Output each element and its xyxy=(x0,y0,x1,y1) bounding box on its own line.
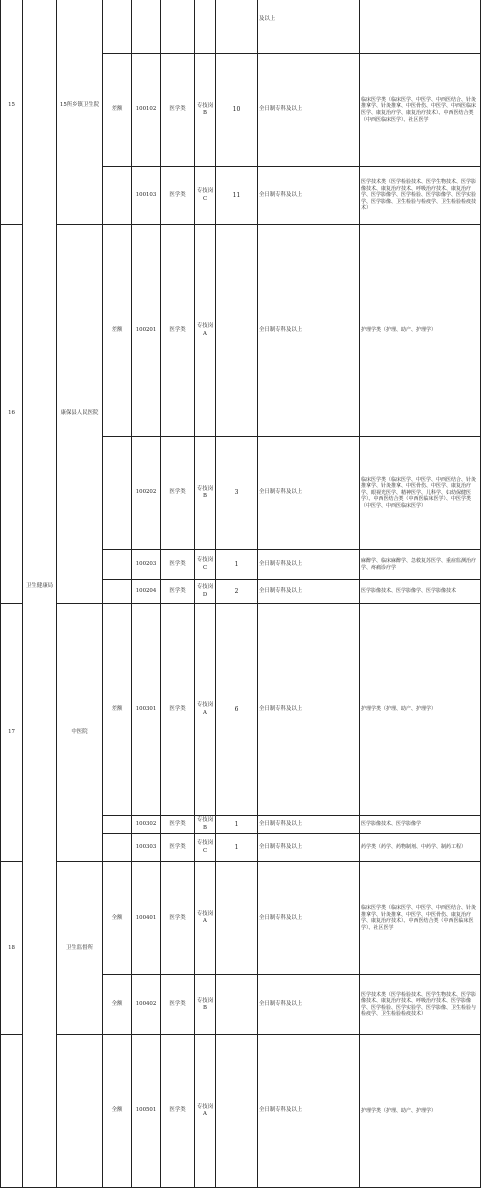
major-cell: 药学类（药学、药物制剂、中药学、制药工程） xyxy=(360,834,481,862)
position-number-cell: 17 xyxy=(1,604,23,862)
funding-type-cell xyxy=(103,437,132,550)
category-cell: 医学类 xyxy=(161,862,195,975)
category-cell: 医学类 xyxy=(161,225,195,437)
education-cell: 全日制专科及以上 xyxy=(258,225,360,437)
education-cell: 全日制专科及以上 xyxy=(258,53,360,166)
funding-type-cell: 全额 xyxy=(103,1035,132,1188)
category-cell: 医学类 xyxy=(161,816,195,834)
position-code-cell: 100202 xyxy=(132,437,161,550)
education-cell: 全日制专科及以上 xyxy=(258,1035,360,1188)
headcount-cell xyxy=(216,862,258,975)
major-cell: 护理学类（护理、助产、护理学） xyxy=(360,225,481,437)
post-type-cell: 专技岗C xyxy=(195,550,216,580)
category-cell: 医学类 xyxy=(161,550,195,580)
headcount-cell: 1 xyxy=(216,816,258,834)
post-type-cell: 专技岗C xyxy=(195,834,216,862)
funding-type-cell xyxy=(103,834,132,862)
major-cell: 医学影像技术、医学影像学、医学影像技术 xyxy=(360,580,481,604)
education-cell: 及以上 xyxy=(258,0,360,53)
headcount-cell: 2 xyxy=(216,580,258,604)
post-type-cell: 专技岗B xyxy=(195,816,216,834)
post-type-cell: 专技岗A xyxy=(195,862,216,975)
position-code-cell: 100501 xyxy=(132,1035,161,1188)
funding-type-cell xyxy=(103,167,132,225)
major-cell xyxy=(360,0,481,53)
headcount-cell: 1 xyxy=(216,834,258,862)
position-number-cell: 18 xyxy=(1,862,23,1035)
position-code-cell: 100102 xyxy=(132,53,161,166)
major-cell: 医学技术类（医学检验技术、医学生物技术、医学影像技术、康复治疗技术、呼吸治疗技术、医学影像学、医学检验、医学实验学、医学影像、卫生检验与检疫学、卫生检验检疫技术） xyxy=(360,975,481,1035)
headcount-cell: 3 xyxy=(216,437,258,550)
position-code-cell: 100303 xyxy=(132,834,161,862)
unit-name-cell: 康保县人民医院 xyxy=(57,225,103,604)
education-cell: 全日制专科及以上 xyxy=(258,816,360,834)
headcount-cell xyxy=(216,225,258,437)
education-cell: 全日制专科及以上 xyxy=(258,580,360,604)
headcount-cell: 10 xyxy=(216,53,258,166)
table-row xyxy=(1,862,481,975)
funding-type-cell: 差额 xyxy=(103,225,132,437)
funding-type-cell xyxy=(103,816,132,834)
funding-type-cell: 全额 xyxy=(103,975,132,1035)
post-type-cell: 专技岗B xyxy=(195,975,216,1035)
education-cell: 全日制专科及以上 xyxy=(258,834,360,862)
funding-type-cell xyxy=(103,550,132,580)
headcount-cell xyxy=(216,1035,258,1188)
category-cell: 医学类 xyxy=(161,975,195,1035)
unit-name-cell: 卫生监督所 xyxy=(57,862,103,1035)
education-cell: 全日制专科及以上 xyxy=(258,437,360,550)
post-type-cell xyxy=(195,0,216,53)
major-cell: 临床医学类（临床医学、中医学、中西医结合、针灸推拿学、针灸推拿、中医骨伤、中医学、中西医临床医学、康复治疗学、康复治疗技术）、中西医结合类（中西医临床医学）、社区医学 xyxy=(360,53,481,166)
position-code-cell: 100201 xyxy=(132,225,161,437)
position-code-cell: 100103 xyxy=(132,167,161,225)
headcount-cell: 1 xyxy=(216,550,258,580)
education-cell: 全日制专科及以上 xyxy=(258,550,360,580)
position-code-cell: 100401 xyxy=(132,862,161,975)
position-code-cell: 100204 xyxy=(132,580,161,604)
post-type-cell: 专技岗A xyxy=(195,225,216,437)
funding-type-cell: 全额 xyxy=(103,862,132,975)
major-cell: 临床医学类（临床医学、中医学、中西医结合、针灸推拿学、针灸推拿、中医骨伤、中医学、康复治疗学、眼视光医学、精神医学、儿科学、妇幼保健医学）、中西医结合类（中西医临床医学）、中医学类（中医学、中西医临床医学） xyxy=(360,437,481,550)
table-row xyxy=(1,225,481,437)
major-cell: 护理学类（护理、助产、护理学） xyxy=(360,604,481,816)
major-cell: 麻醉学、临床麻醉学、急救复苏医学、重症监测治疗学、疼痛诊疗学 xyxy=(360,550,481,580)
category-cell: 医学类 xyxy=(161,604,195,816)
position-code-cell: 100301 xyxy=(132,604,161,816)
headcount-cell xyxy=(216,975,258,1035)
post-type-cell: 专技岗D xyxy=(195,580,216,604)
category-cell: 医学类 xyxy=(161,1035,195,1188)
funding-type-cell: 差额 xyxy=(103,53,132,166)
headcount-cell: 11 xyxy=(216,167,258,225)
post-type-cell: 专技岗A xyxy=(195,604,216,816)
major-cell: 医学技术类（医学检验技术、医学生物技术、医学影像技术、康复治疗技术、呼吸治疗技术、康复治疗学、医学影像学、医学检验、医学影像学、医学实验学、医学影像、卫生检验与检疫学、卫生检验检疫技术） xyxy=(360,167,481,225)
post-type-cell: 专技岗A xyxy=(195,1035,216,1188)
department-cell: 卫生健康局 xyxy=(23,0,57,1187)
table-row xyxy=(1,604,481,816)
education-cell: 全日制专科及以上 xyxy=(258,862,360,975)
category-cell: 医学类 xyxy=(161,53,195,166)
education-cell: 全日制专科及以上 xyxy=(258,975,360,1035)
category-cell xyxy=(161,0,195,53)
major-cell: 医学影像技术、医学影像学 xyxy=(360,816,481,834)
major-cell: 护理学类（护理、助产、护理学） xyxy=(360,1035,481,1188)
education-cell: 全日制专科及以上 xyxy=(258,167,360,225)
category-cell: 医学类 xyxy=(161,167,195,225)
unit-name-cell: 中医院 xyxy=(57,604,103,862)
funding-type-cell xyxy=(103,580,132,604)
position-code-cell: 100203 xyxy=(132,550,161,580)
education-cell: 全日制专科及以上 xyxy=(258,604,360,816)
category-cell: 医学类 xyxy=(161,437,195,550)
post-type-cell: 专技岗C xyxy=(195,167,216,225)
position-number-cell xyxy=(1,1035,23,1188)
headcount-cell xyxy=(216,0,258,53)
position-code-cell: 100302 xyxy=(132,816,161,834)
position-number-cell: 15 xyxy=(1,0,23,225)
post-type-cell: 专技岗B xyxy=(195,437,216,550)
category-cell: 医学类 xyxy=(161,834,195,862)
category-cell: 医学类 xyxy=(161,580,195,604)
funding-type-cell xyxy=(103,0,132,53)
position-code-cell xyxy=(132,0,161,53)
position-number-cell: 16 xyxy=(1,225,23,604)
headcount-cell: 6 xyxy=(216,604,258,816)
position-code-cell: 100402 xyxy=(132,975,161,1035)
post-type-cell: 专技岗B xyxy=(195,53,216,166)
unit-name-cell xyxy=(57,1035,103,1188)
funding-type-cell: 差额 xyxy=(103,604,132,816)
table-row xyxy=(1,0,481,53)
unit-name-cell: 15所乡镇卫生院 xyxy=(57,0,103,225)
table-row xyxy=(1,1035,481,1188)
major-cell: 临床医学类（临床医学、中医学、中西医结合、针灸推拿学、针灸推拿、中医学、中医骨伤、康复治疗学、康复治疗技术）、中西医结合类（中西医临床医学）、社区医学 xyxy=(360,862,481,975)
